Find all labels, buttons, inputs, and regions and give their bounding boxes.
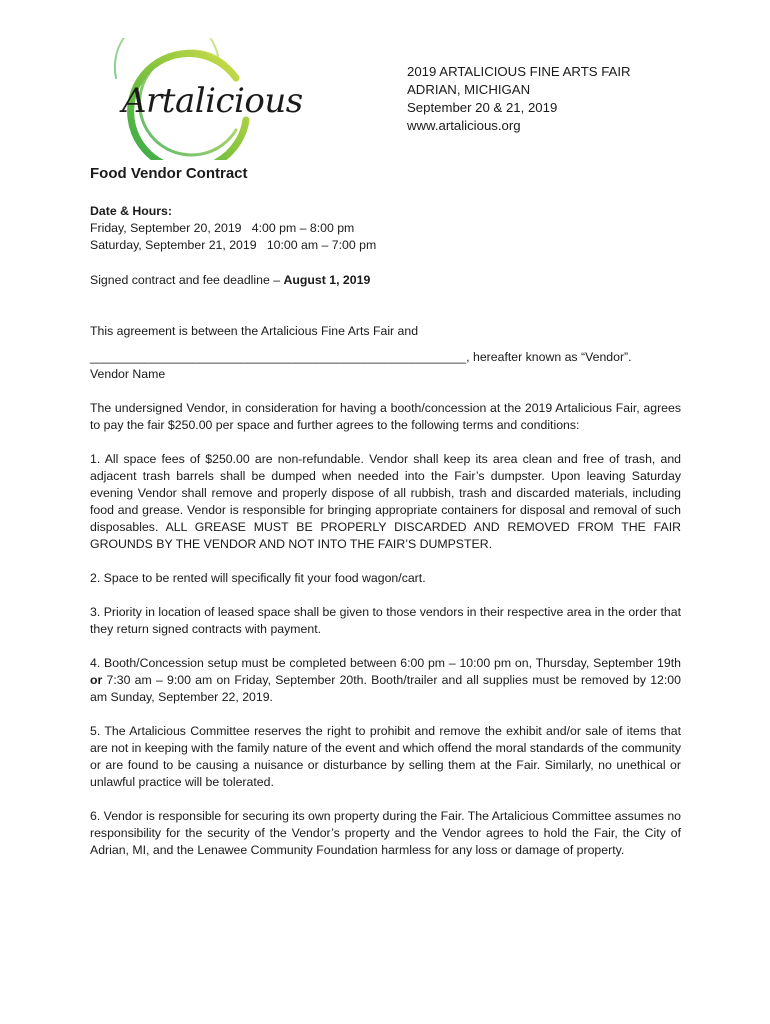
- logo-wordmark: Artalicious: [122, 81, 303, 121]
- hours-friday: Friday, September 20, 2019 4:00 pm – 8:00 pm: [90, 221, 355, 235]
- page-title: Food Vendor Contract: [90, 165, 248, 182]
- deadline-text: Signed contract and fee deadline –: [90, 273, 284, 287]
- event-dates: September 20 & 21, 2019: [407, 100, 558, 115]
- term-4-or: or: [90, 673, 103, 687]
- vendor-name-line: [90, 349, 681, 366]
- event-website[interactable]: www.artalicious.org: [407, 118, 521, 133]
- deadline-line: [90, 272, 681, 289]
- hours-label: Date & Hours:: [90, 204, 172, 218]
- event-header: [407, 63, 631, 135]
- term-3: 3. Priority in location of leased space shall be given to those vendors in their respective area in the order that they return signed contracts with payment.: [90, 605, 681, 636]
- vendor-name-label: Vendor Name: [90, 367, 166, 381]
- event-name: 2019 ARTALICIOUS FINE ARTS FAIR: [407, 64, 631, 79]
- term-4: [90, 655, 681, 706]
- term-2: 2. Space to be rented will specifically fit your food wagon/cart.: [90, 571, 426, 585]
- term-6: 6. Vendor is responsible for securing its own property during the Fair. The Artalicious Committee assumes no responsibility for the security of the Vendor’s property and the Vendor agrees to hold the Fair, the City of Adrian, MI, and the Lenawee Community Foundation harmless for any loss or damage of property.: [90, 809, 681, 857]
- term-5: 5. The Artalicious Committee reserves the right to prohibit and remove the exhibit and/or sale of items that are not in keeping with the family nature of the event and which offend the moral standards of the community or are found to be causing a nuisance or disturbance by selling them at the Fair. Similarly, no unethical or unlawful practice will be tolerated.: [90, 724, 681, 789]
- term-1: 1. All space fees of $250.00 are non-refundable. Vendor shall keep its area clean and free of trash, and adjacent trash barrels shall be dumped when needed into the Fair’s dumpster. Upon leaving Saturday evening Vendor shall remove and properly dispose of all rubbish, trash and discarded materials, including food and grease. Vendor is responsible for bringing appropriate containers for disposal and removal of such disposables. ALL GREASE MUST BE PROPERLY DISCARDED AND REMOVED FROM THE FAIR GROUNDS BY THE VENDOR AND NOT INTO THE FAIR’S DUMPSTER.: [90, 452, 681, 551]
- contract-body: [90, 162, 681, 859]
- hours-saturday: Saturday, September 21, 2019 10:00 am – 7:00 pm: [90, 238, 377, 252]
- term-4-part-a: 4. Booth/Concession setup must be completed between 6:00 pm – 10:00 pm on, Thursday, September 19th: [90, 656, 681, 670]
- artalicious-logo: [86, 38, 318, 160]
- preamble: The undersigned Vendor, in consideration for having a booth/concession at the 2019 Artalicious Fair, agrees to pay the fair $250.00 per space and further agrees to the following terms and conditions:: [90, 401, 681, 432]
- agreement-intro: This agreement is between the Artalicious Fine Arts Fair and: [90, 324, 419, 338]
- event-location: ADRIAN, MICHIGAN: [407, 82, 531, 97]
- vendor-suffix: , hereafter known as “Vendor”.: [466, 350, 632, 364]
- vendor-name-blank[interactable]: _______________________________________________________: [90, 350, 467, 364]
- deadline-date: August 1, 2019: [283, 273, 371, 287]
- term-4-part-b: 7:30 am – 9:00 am on Friday, September 20th. Booth/trailer and all supplies must be removed by 12:00 am Sunday, September 22, 2019.: [90, 673, 681, 704]
